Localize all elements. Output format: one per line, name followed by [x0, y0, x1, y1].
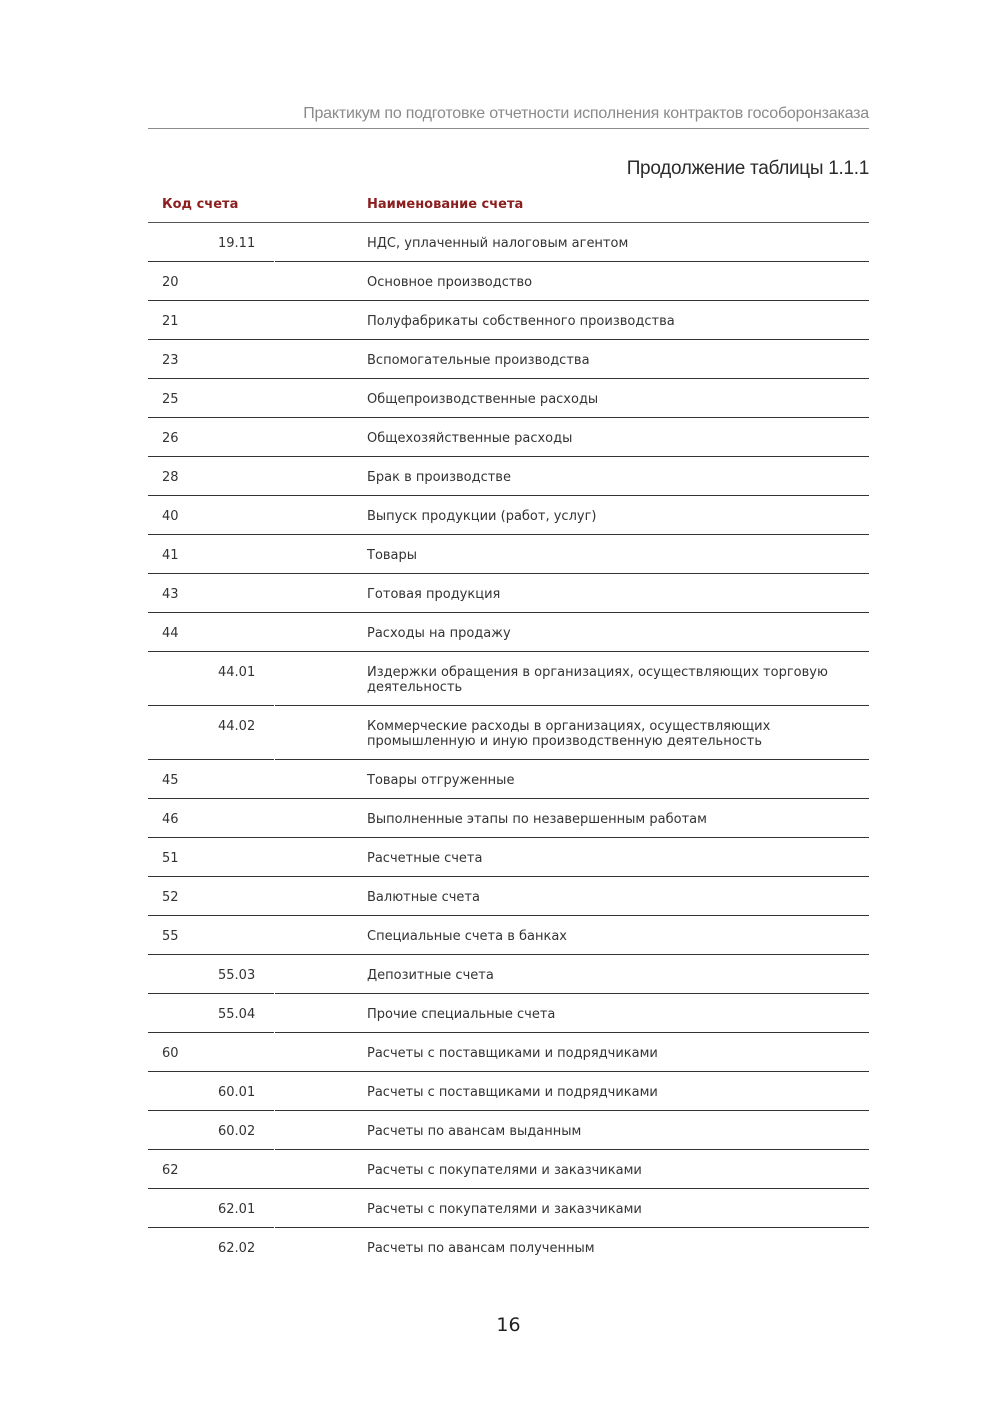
- account-code: 62.01: [218, 1202, 256, 1217]
- account-name: Специальные счета в банках: [367, 929, 567, 944]
- account-name: Выполненные этапы по незавершенным работам: [367, 812, 707, 827]
- table-row: [148, 613, 869, 652]
- table-row: [148, 262, 869, 301]
- account-code: 55: [162, 929, 179, 944]
- table-row: [148, 1111, 869, 1150]
- account-code: 43: [162, 587, 179, 602]
- table-row: [148, 1228, 869, 1266]
- table-row: [148, 760, 869, 799]
- table-row: [148, 994, 869, 1033]
- account-name: Расчетные счета: [367, 851, 483, 866]
- account-name: Расходы на продажу: [367, 626, 511, 641]
- account-name: Готовая продукция: [367, 587, 501, 602]
- account-code: 40: [162, 509, 179, 524]
- account-code: 20: [162, 275, 179, 290]
- column-header-name: Наименование счета: [367, 197, 524, 212]
- account-name: Вспомогательные производства: [367, 353, 590, 368]
- account-name: Основное производство: [367, 275, 533, 290]
- account-code: 46: [162, 812, 179, 827]
- table-row: [148, 379, 869, 418]
- account-code: 45: [162, 773, 179, 788]
- account-name: НДС, уплаченный налоговым агентом: [367, 236, 629, 251]
- account-name: Брак в производстве: [367, 470, 511, 485]
- account-name: Расчеты с покупателями и заказчиками: [367, 1202, 642, 1217]
- table-row: [148, 574, 869, 613]
- account-code: 44: [162, 626, 179, 641]
- table-row: [148, 535, 869, 574]
- column-header-code: Код счета: [162, 197, 239, 212]
- account-code: 52: [162, 890, 179, 905]
- account-code: 60.01: [218, 1085, 256, 1100]
- account-code: 25: [162, 392, 179, 407]
- account-code: 19.11: [218, 236, 256, 251]
- table-row: [148, 418, 869, 457]
- table-row: [148, 1150, 869, 1189]
- account-name: Валютные счета: [367, 890, 480, 905]
- table-row: [148, 457, 869, 496]
- account-code: 41: [162, 548, 179, 563]
- accounts-table: [148, 186, 869, 1266]
- account-name: Депозитные счета: [367, 968, 494, 983]
- account-code: 55.04: [218, 1007, 256, 1022]
- table-row: [148, 877, 869, 916]
- account-name: Расчеты с покупателями и заказчиками: [367, 1163, 642, 1178]
- account-name: Общехозяйственные расходы: [367, 431, 573, 446]
- account-name: Издержки обращения в организациях, осуществляющих торговую деятельность: [367, 665, 828, 695]
- table-row: [148, 799, 869, 838]
- account-name: Общепроизводственные расходы: [367, 392, 599, 407]
- account-code: 23: [162, 353, 179, 368]
- account-code: 55.03: [218, 968, 256, 983]
- account-name: Товары: [367, 548, 418, 563]
- table-row: [148, 1033, 869, 1072]
- account-code: 26: [162, 431, 179, 446]
- table-row: [148, 838, 869, 877]
- account-code: 51: [162, 851, 179, 866]
- account-name: Расчеты по авансам полученным: [367, 1241, 595, 1256]
- table-row: [148, 916, 869, 955]
- account-code: 44.02: [218, 719, 256, 734]
- account-name: Расчеты с поставщиками и подрядчиками: [367, 1046, 658, 1061]
- table-row: [148, 1189, 869, 1228]
- table-row: [148, 1072, 869, 1111]
- account-code: 62.02: [218, 1241, 256, 1256]
- table-row: [148, 340, 869, 379]
- table-header-row: [148, 186, 869, 223]
- table-row: [148, 223, 869, 262]
- account-code: 44.01: [218, 665, 256, 680]
- table-row: [148, 955, 869, 994]
- account-name: Расчеты с поставщиками и подрядчиками: [367, 1085, 658, 1100]
- table-body: [148, 223, 869, 1266]
- account-code: 21: [162, 314, 179, 329]
- table-row: [148, 652, 869, 706]
- account-name: Расчеты по авансам выданным: [367, 1124, 582, 1139]
- account-name: Выпуск продукции (работ, услуг): [367, 509, 597, 524]
- running-header: Практикум по подготовке отчетности исполнения контрактов гособоронзаказа: [148, 102, 869, 129]
- account-code: 62: [162, 1163, 179, 1178]
- table-row: [148, 496, 869, 535]
- account-name: Коммерческие расходы в организациях, осуществляющих промышленную и иную производственную деятельность: [367, 719, 771, 749]
- account-code: 60.02: [218, 1124, 256, 1139]
- table-row: [148, 706, 869, 760]
- account-name: Прочие специальные счета: [367, 1007, 556, 1022]
- table-row: [148, 301, 869, 340]
- account-name: Товары отгруженные: [367, 773, 515, 788]
- account-code: 60: [162, 1046, 179, 1061]
- table-caption: Продолжение таблицы 1.1.1: [626, 158, 869, 179]
- account-name: Полуфабрикаты собственного производства: [367, 314, 675, 329]
- page-number: 16: [496, 1314, 521, 1336]
- account-code: 28: [162, 470, 179, 485]
